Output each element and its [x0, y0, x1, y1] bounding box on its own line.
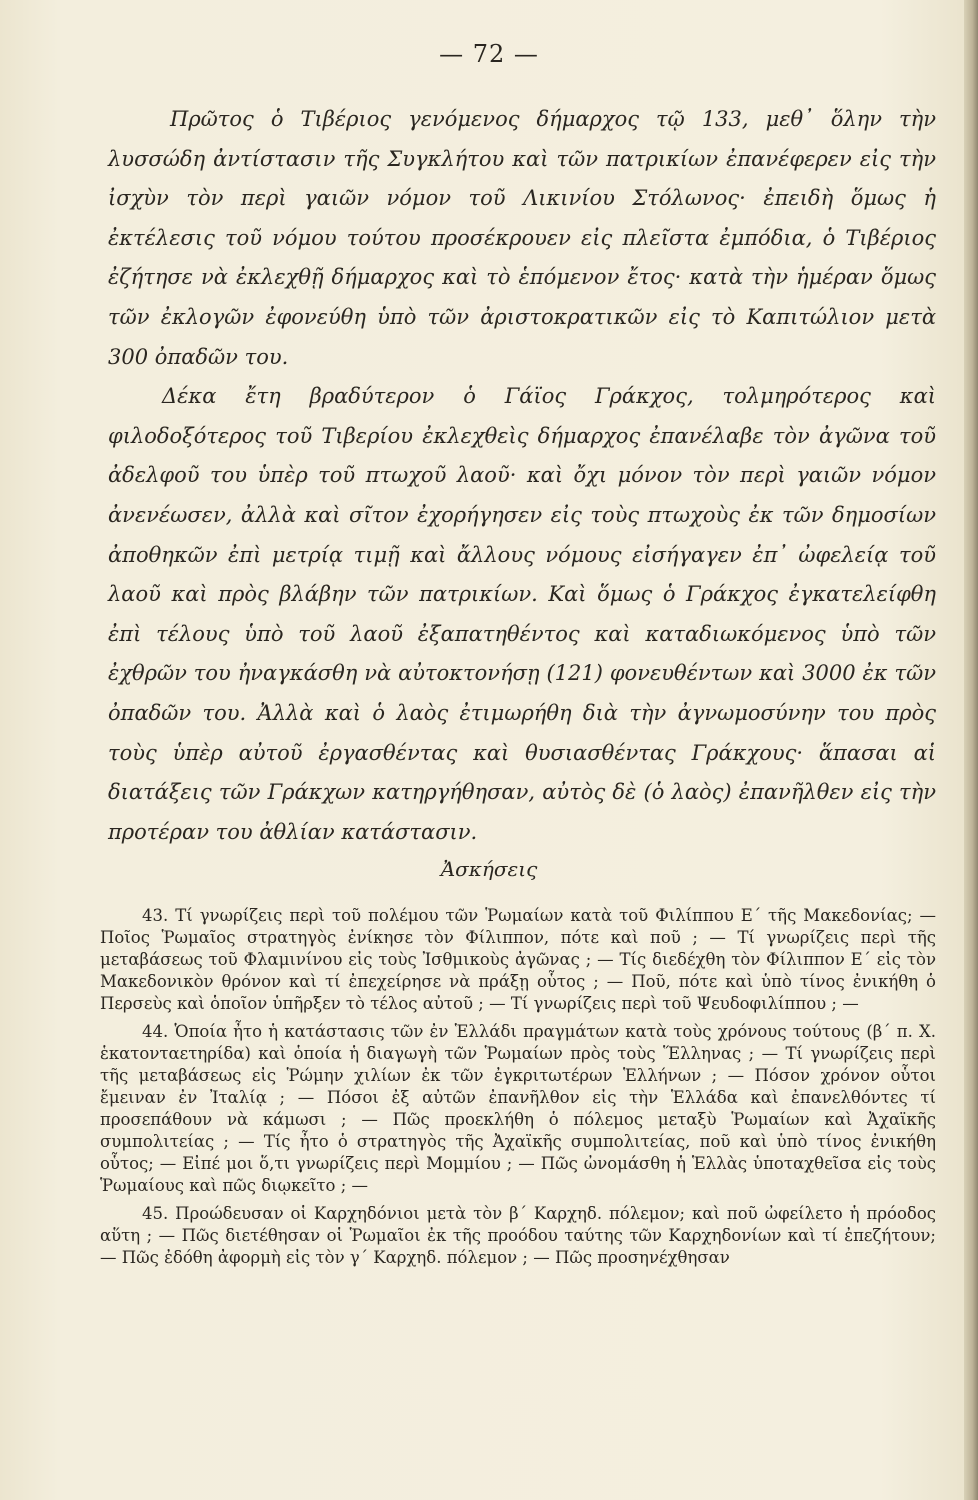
essay-text — [108, 100, 936, 852]
exercises-heading: Ἀσκήσεις — [440, 857, 538, 881]
exercise-item: 45. Προώδευσαν οἱ Καρχηδόνιοι μετὰ τὸν β´ Καρχηδ. πόλεμον; καὶ ποῦ ὠφείλετο ἡ πρόοδος αὕτη ; — Πῶς διετέθησαν οἱ Ῥωμαῖοι ἐκ τῆς προόδου ταύτης τῶν Καρχηδονίων καὶ τί ἐπεζήτουν; — Πῶς ἐδόθη ἀφορμὴ εἰς τὸν γ´ Καρχηδ. πόλεμον ; — Πῶς προσηνέχθησαν — [100, 1204, 936, 1267]
page-number: — 72 — — [439, 40, 539, 68]
exercise-item: 44. Ὁποία ἦτο ἡ κατάστασις τῶν ἐν Ἑλλάδι πραγμάτων κατὰ τοὺς χρόνους τούτους (β´ π. Χ. ἑκατονταετηρίδα) καὶ ὁποία ἡ διαγωγὴ τῶν Ῥωμαίων πρὸς τοὺς Ἕλληνας ; — Τί γνωρίζεις περὶ τῆς μεταβάσεως εἰς Ῥώμην χιλίων ἐκ τῶν ἐγκριτωτέρων Ἑλλήνων ; — Πόσον χρόνον οὗτοι ἔμειναν ἐν Ἰταλίᾳ ; — Πόσοι ἐξ αὐτῶν ἐπανῆλθον εἰς τὴν Ἑλλάδα καὶ ἐπανελθόντες τί προσεπάθουν νὰ κάμωσι ; — Πῶς προεκλήθη ὁ πόλεμος μεταξὺ Ῥωμαίων καὶ Ἀχαϊκῆς συμπολιτείας ; — Τίς ἦτο ὁ στρατηγὸς τῆς Ἀχαϊκῆς συμπολιτείας, ποῦ καὶ ὑπὸ τίνος ἐνικήθη οὗτος; — Εἰπέ μοι ὅ,τι γνωρίζεις περὶ Μομμίου ; — Πῶς ὠνομάσθη ἡ Ἑλλὰς ὑποταχθεῖσα εἰς τοὺς Ῥωμαίους καὶ πῶς διῳκεῖτο ; — — [100, 1022, 936, 1195]
exercise-item: 43. Τί γνωρίζεις περὶ τοῦ πολέμου τῶν Ῥωμαίων κατὰ τοῦ Φιλίππου Ε´ τῆς Μακεδονίας; — Ποῖος Ῥωμαῖος στρατηγὸς ἐνίκησε τὸν Φίλιππον, πότε καὶ ποῦ ; — Τί γνωρίζεις περὶ τῆς μεταβάσεως τοῦ Φλαμινίνου εἰς τοὺς Ἰσθμικοὺς ἀγῶνας ; — Τίς διεδέχθη τὸν Φίλιππον Ε´ εἰς τὸν Μακεδονικὸν θρόνον καὶ τί ἐπεχείρησε νὰ πράξῃ οὗτος ; — Ποῦ, πότε καὶ ὑπὸ τίνος ἐνικήθη ὁ Περσεὺς καὶ ὁποῖον ὑπῆρξεν τὸ τέλος αὐτοῦ ; — Τί γνωρίζεις περὶ τοῦ Ψευδοφιλίππου ; — — [100, 906, 936, 1013]
essay-paragraph: Πρῶτος ὁ Τιβέριος γενόμενος δήμαρχος τῷ 133, μεθ᾽ ὅλην τὴν λυσσώδη ἀντίστασιν τῆς Συγκλήτου καὶ τῶν πατρικίων ἐπανέφερεν εἰς τὴν ἰσχὺν τὸν περὶ γαιῶν νόμον τοῦ Λικινίου Στόλωνος· ἐπειδὴ ὅμως ἡ ἐκτέλεσις τοῦ νόμου τούτου προσέκρουεν εἰς πλεῖστα ἐμπόδια, ὁ Τιβέριος ἐζήτησε νὰ ἐκλεχθῇ δήμαρχος καὶ τὸ ἑπόμενον ἔτος· κατὰ τὴν ἡμέραν ὅμως τῶν ἐκλογῶν ἐφονεύθη ὑπὸ τῶν ἀριστοκρατικῶν εἰς τὸ Καπιτώλιον μετὰ 300 ὀπαδῶν του. — [108, 107, 936, 369]
exercises-list — [100, 905, 936, 1275]
book-binding-edge — [964, 0, 978, 1500]
essay-paragraph: Δέκα ἔτη βραδύτερον ὁ Γάϊος Γράκχος, τολμηρότερος καὶ φιλοδοξότερος τοῦ Τιβερίου ἐκλεχθεὶς δήμαρχος ἐπανέλαβε τὸν ἀγῶνα τοῦ ἀδελφοῦ του ὑπὲρ τοῦ πτωχοῦ λαοῦ· καὶ ὄχι μόνον τὸν περὶ γαιῶν νόμον ἀνενέωσεν, ἀλλὰ καὶ σῖτον ἐχορήγησεν εἰς τοὺς πτωχοὺς ἐκ τῶν δημοσίων ἀποθηκῶν ἐπὶ μετρίᾳ τιμῇ καὶ ἄλλους νόμους εἰσήγαγεν ἐπ᾽ ὠφελείᾳ τοῦ λαοῦ καὶ πρὸς βλάβην τῶν πατρικίων. Καὶ ὅμως ὁ Γράκχος ἐγκατελείφθη ἐπὶ τέλους ὑπὸ τοῦ λαοῦ ἐξαπατηθέντος καὶ καταδιωκόμενος ὑπὸ τῶν ἐχθρῶν του ἠναγκάσθη νὰ αὐτοκτονήσῃ (121) φονευθέντων καὶ 3000 ἐκ τῶν ὀπαδῶν του. Ἀλλὰ καὶ ὁ λαὸς ἐτιμωρήθη διὰ τὴν ἀγνωμοσύνην του πρὸς τοὺς ὑπὲρ αὐτοῦ ἐργασθέντας καὶ θυσιασθέντας Γράκχους· ἅπασαι αἱ διατάξεις τῶν Γράκχων κατηργήθησαν, αὐτὸς δὲ (ὁ λαὸς) ἐπανῆλθεν εἰς τὴν προτέραν του ἀθλίαν κατάστασιν. — [108, 384, 936, 844]
